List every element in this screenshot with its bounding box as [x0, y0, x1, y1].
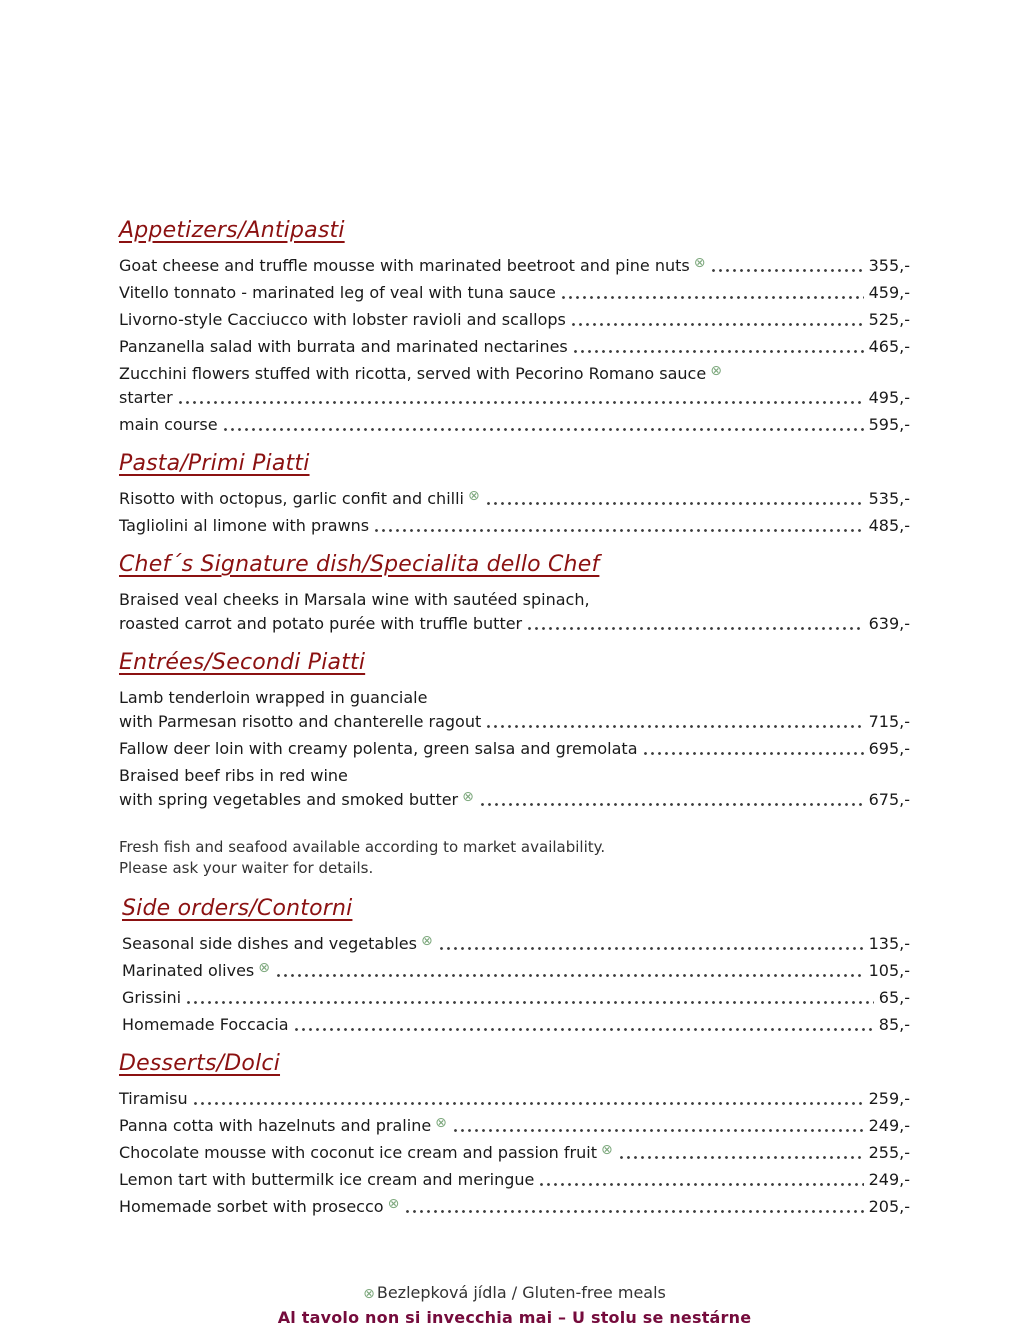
section-title-entrees: Entrées/Secondi Piatti: [119, 650, 366, 675]
dot-leader: [375, 529, 863, 532]
gluten-free-icon: ⊗: [420, 933, 433, 949]
menu-item-price: 205,-: [868, 1197, 910, 1216]
dot-leader: [179, 401, 864, 404]
gluten-free-icon: ⊗: [693, 255, 706, 271]
gluten-free-icon: ⊗: [435, 1115, 447, 1131]
menu-item-text: Goat cheese and truffle mousse with marinated beetroot and pine nuts: [119, 256, 690, 275]
menu-item: [119, 516, 910, 536]
menu-item-price: 639,-: [868, 614, 910, 633]
menu-item-text: Homemade Foccacia: [122, 1015, 289, 1034]
menu-item: [119, 739, 910, 759]
menu-item-text: roasted carrot and potato purée with truffle butter: [119, 614, 523, 633]
menu-item-text: Lamb tenderloin wrapped in guanciale: [119, 688, 428, 707]
menu-item: [119, 1116, 910, 1136]
menu-item-price: 255,-: [868, 1143, 910, 1162]
menu-item-price: 675,-: [868, 790, 910, 809]
dot-leader: [406, 1210, 863, 1213]
gluten-free-icon: ⊗: [600, 1142, 613, 1158]
restaurant-motto: Al tavolo non si invecchia mai – U stolu se nestárne: [277, 1308, 752, 1327]
menu-item-price: 595,-: [868, 415, 910, 434]
section-pasta: [119, 451, 910, 536]
menu-item-text: Risotto with octopus, garlic confit and chilli: [119, 489, 464, 508]
gluten-free-icon: ⊗: [363, 1286, 375, 1302]
menu-item: [119, 712, 910, 732]
gluten-free-icon: ⊗: [387, 1196, 400, 1212]
gluten-free-icon: ⊗: [462, 789, 474, 805]
menu-item-text: Fallow deer loin with creamy polenta, green salsa and gremolata: [119, 739, 638, 758]
dot-leader: [712, 269, 863, 272]
menu-item: [119, 766, 910, 786]
menu-item-price: 85,-: [878, 1015, 910, 1034]
menu-item-price: 525,-: [868, 310, 910, 329]
section-title-side-orders: Side orders/Contorni: [122, 896, 353, 921]
menu-item: [119, 364, 910, 384]
menu-item-price: 249,-: [868, 1170, 910, 1189]
dot-leader: [295, 1028, 874, 1031]
dot-leader: [487, 502, 864, 505]
menu-item-price: 135,-: [868, 934, 910, 953]
menu-item-price: 355,-: [868, 256, 910, 275]
menu-item: [119, 489, 910, 509]
menu-item-price: 65,-: [878, 988, 910, 1007]
menu-item-text: Vitello tonnato - marinated leg of veal with tuna sauce: [119, 283, 556, 302]
menu-item-text: with Parmesan risotto and chanterelle ragout: [119, 712, 482, 731]
menu-item-price: 249,-: [868, 1116, 910, 1135]
section-desserts: [119, 1051, 910, 1217]
section-side-orders: [119, 896, 910, 1035]
menu-item-text: Tiramisu: [119, 1089, 188, 1108]
menu-item: [119, 1143, 910, 1163]
dot-leader: [454, 1129, 864, 1132]
gluten-free-icon: ⊗: [258, 960, 270, 976]
menu-item: [119, 790, 910, 810]
menu-item: [119, 388, 910, 408]
menu-item-text: Livorno-style Cacciucco with lobster ravioli and scallops: [119, 310, 566, 329]
menu-item-price: 485,-: [868, 516, 910, 535]
menu-item-text: starter: [119, 388, 173, 407]
section-title-appetizers: Appetizers/Antipasti: [119, 218, 345, 243]
section-appetizers: [119, 218, 910, 435]
dot-leader: [194, 1102, 864, 1105]
menu-item-price: 465,-: [868, 337, 910, 356]
gluten-free-legend-text: Bezlepková jídla / Gluten-free meals: [376, 1283, 666, 1302]
menu-item: [119, 256, 910, 276]
menu-item-price: 259,-: [868, 1089, 910, 1108]
gluten-free-icon: ⊗: [467, 488, 480, 504]
dot-leader: [487, 725, 863, 728]
menu-item: [119, 988, 910, 1008]
menu-item-price: 715,-: [868, 712, 910, 731]
menu-item-text: Chocolate mousse with coconut ice cream and passion fruit: [119, 1143, 597, 1162]
dot-leader: [224, 428, 864, 431]
section-title-signature: Chef´s Signature dish/Specialita dello Chef: [119, 552, 600, 577]
menu-item: [119, 283, 910, 303]
menu-item-text: Panzanella salad with burrata and marinated nectarines: [119, 337, 568, 356]
gluten-free-icon: ⊗: [710, 363, 722, 379]
menu-item: [119, 961, 910, 981]
menu-item: [119, 934, 910, 954]
menu-item-text: Braised veal cheeks in Marsala wine with sautéed spinach,: [119, 590, 590, 609]
section-entrees: [119, 650, 910, 810]
menu-item-text: Homemade sorbet with prosecco: [119, 1197, 384, 1216]
menu-item-text: Tagliolini al limone with prawns: [119, 516, 370, 535]
dot-leader: [481, 803, 864, 806]
menu-item-text: Lemon tart with buttermilk ice cream and meringue: [119, 1170, 535, 1189]
market-availability-note: [119, 837, 910, 879]
menu-item-text: with spring vegetables and smoked butter: [119, 790, 459, 809]
dot-leader: [528, 627, 863, 630]
note-line: Fresh fish and seafood available according to market availability.: [119, 838, 606, 856]
menu-item: [119, 590, 910, 610]
dot-leader: [562, 296, 864, 299]
menu-item: [119, 337, 910, 357]
dot-leader: [644, 752, 864, 755]
section-signature: [119, 552, 910, 634]
gluten-free-legend: [119, 1283, 910, 1303]
menu-item-price: 695,-: [868, 739, 910, 758]
dot-leader: [277, 974, 864, 977]
menu-item-text: main course: [119, 415, 218, 434]
menu-item: [119, 1170, 910, 1190]
menu-item-text: Marinated olives: [122, 961, 255, 980]
dot-leader: [620, 1156, 864, 1159]
section-title-desserts: Desserts/Dolci: [119, 1051, 281, 1076]
section-title-pasta: Pasta/Primi Piatti: [119, 451, 310, 476]
menu-item: [119, 614, 910, 634]
dot-leader: [187, 1001, 874, 1004]
dot-leader: [574, 350, 864, 353]
menu-item: [119, 1089, 910, 1109]
menu-item: [119, 310, 910, 330]
menu-footer: [119, 1283, 910, 1328]
menu-item-price: 535,-: [868, 489, 910, 508]
menu-item: [119, 1015, 910, 1035]
menu-item-text: Grissini: [122, 988, 182, 1007]
menu-item-price: 105,-: [868, 961, 910, 980]
menu-item-text: Seasonal side dishes and vegetables: [122, 934, 417, 953]
dot-leader: [440, 947, 864, 950]
menu-item-price: 495,-: [868, 388, 910, 407]
dot-leader: [540, 1183, 863, 1186]
menu-item: [119, 688, 910, 708]
menu-item: [119, 415, 910, 435]
menu-item-text: Panna cotta with hazelnuts and praline: [119, 1116, 432, 1135]
dot-leader: [572, 323, 864, 326]
menu-item-text: Zucchini flowers stuffed with ricotta, served with Pecorino Romano sauce: [119, 364, 707, 383]
menu-item-price: 459,-: [868, 283, 910, 302]
menu-item: [119, 1197, 910, 1217]
menu-item-text: Braised beef ribs in red wine: [119, 766, 348, 785]
note-line: Please ask your waiter for details.: [119, 859, 374, 877]
